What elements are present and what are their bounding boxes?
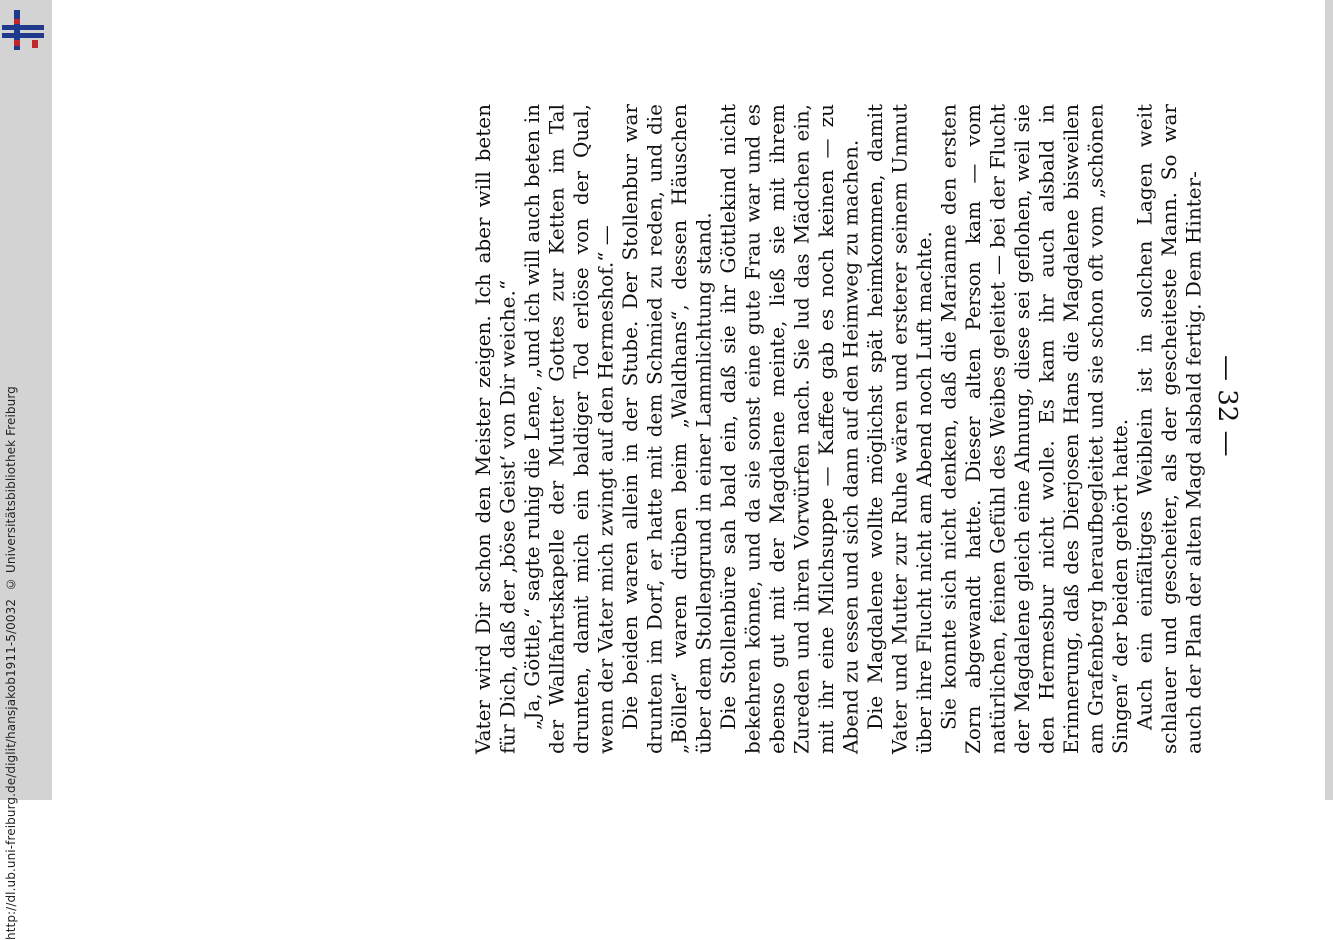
page-text-body — [471, 104, 1206, 754]
text-paragraph: Vater wird Dir schon den Meister zeigen. Ich aber will beten für Dich, daß der ‚böse Geist‘ von Dir weiche.“ — [471, 104, 520, 754]
source-url[interactable]: http://dl.ub.uni-freiburg.de/diglit/hansjakob1911-5/0032 — [4, 598, 18, 940]
viewer-scrollbar[interactable] — [1325, 0, 1333, 800]
text-paragraph: Sie konnte sich nicht denken, daß die Marianne den ersten Zorn abgewandt hatte. Dieser alten Person kam — vom natürlichen, feinen Gefühl des Weibes geleitet — bei der Flucht der Magdalene gleich eine Ahnung, diese sei geflohen, weil sie den Hermesbur nicht wolle. Es kam ihr auch alsbald in Erinnerung, daß des Dierjosen Hans die Magdalene bisweilen am Grafenberg heraufbegleitet und sie schon oft vom „schönen Singen“ der beiden gehört hatte. — [936, 104, 1132, 754]
text-paragraph: Die Stollenbüre sah bald ein, daß sie ihr Göttlekind nicht bekehren könne, und da sie sonst eine gute Frau war und es ebenso gut mit der Magdalene meinte, ließ sie mit ihrem Zureden und ihren Vorwürfen nach. Sie lud das Mädchen ein, mit ihr eine Milchsuppe — Kaffee gab es noch keinen — zu Abend zu essen und sich dann auf den Heimweg zu machen. — [716, 104, 863, 754]
page-number: — 32 — — [1212, 355, 1242, 457]
copyright-notice: © Universitätsbibliothek Freiburg — [4, 386, 18, 591]
viewer-sidebar — [0, 0, 52, 940]
text-paragraph: Die Magdalene wollte möglichst spät heimkommen, damit Vater und Mutter zur Ruhe wären und ersterer seinem Unmut über ihre Flucht nicht am Abend noch Luft machte. — [863, 104, 936, 754]
sidebar-source-info — [4, 386, 18, 940]
scanned-page — [52, 0, 1325, 800]
library-logo-icon[interactable] — [2, 10, 44, 50]
text-paragraph: Die beiden waren allein in der Stube. Der Stollenbur war drunten im Dorf, er hatte mit dem Schmied zu reden, und die „Böller“ waren drüben beim „Waldhans“, dessen Häuschen über dem Stollengrund in einer Lammlichtung stand. — [618, 104, 716, 754]
rotated-page-content — [222, 0, 1242, 800]
text-paragraph: Auch ein einfältiges Weiblein ist in solchen Lagen weit schlauer und gescheiter, als der gescheiteste Mann. So war auch der Plan der alten Magd alsbald fertig. Dem Hinter- — [1132, 104, 1206, 754]
text-paragraph: „Ja, Göttle,“ sagte ruhig die Lene, „und ich will auch beten in der Wallfahrtskapelle der Mutter Gottes zur Ketten im Tal drunten, damit mich ein baldiger Tod erlöse von der Qual, wenn der Vater mich zwingt auf den Hermeshof.“ — — [520, 104, 618, 754]
